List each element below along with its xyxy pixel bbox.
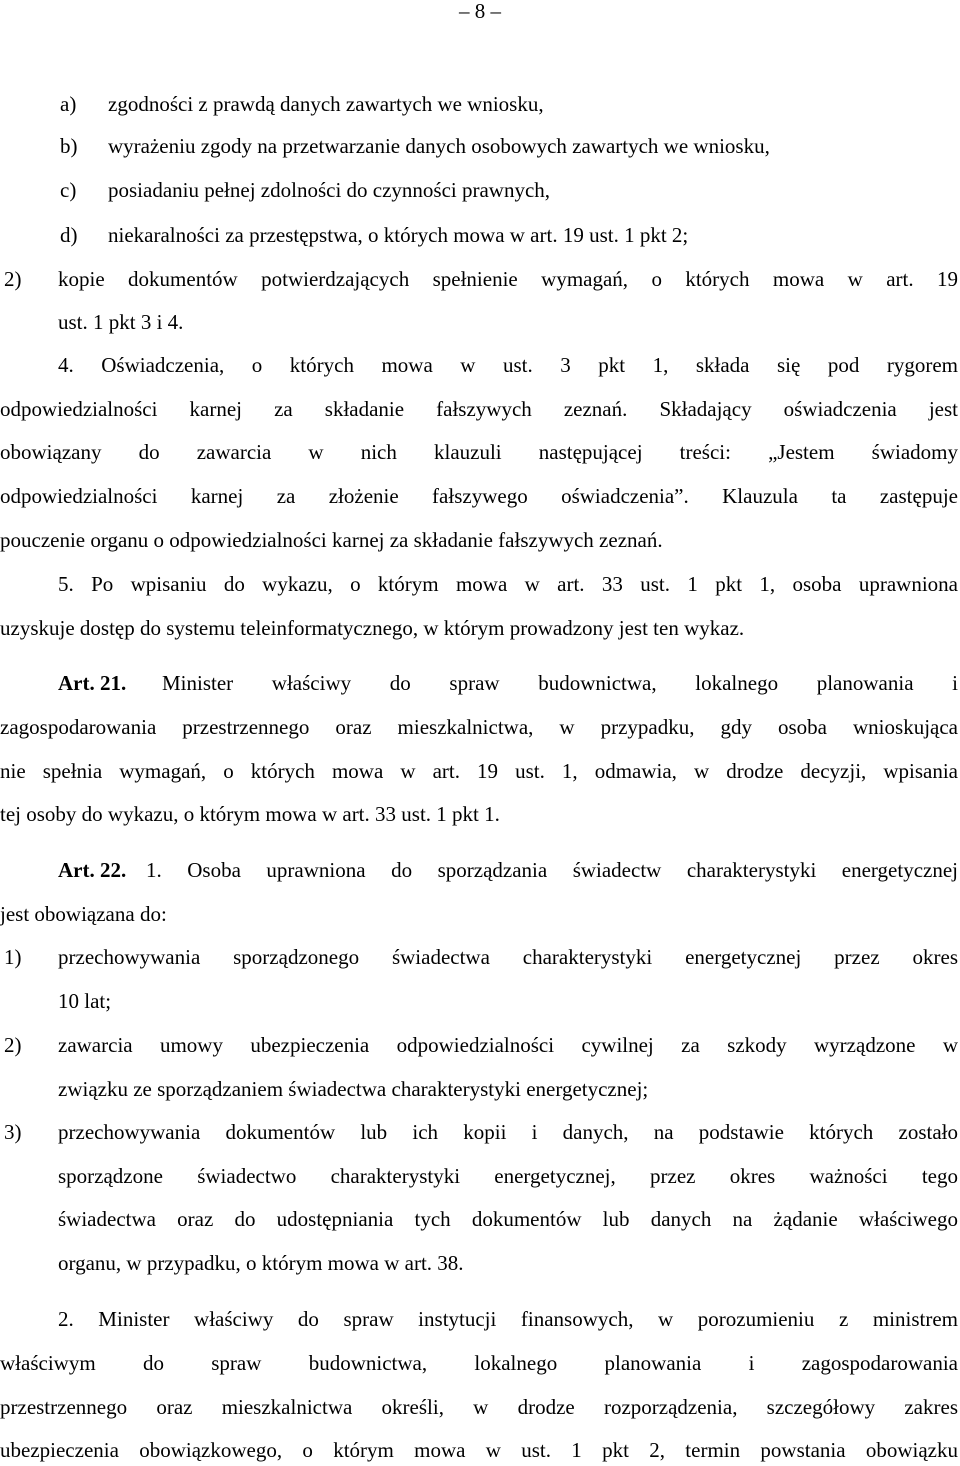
paragraph-line: ubezpieczenia obowiązkowego, o którym mowa w ust. 1 pkt 2, termin powstania obowiązku: [0, 1438, 958, 1462]
list-item-label: 2): [4, 267, 22, 291]
list-item-text: niekaralności za przestępstwa, o których mowa w art. 19 ust. 1 pkt 2;: [108, 223, 689, 247]
paragraph-line: odpowiedzialności karnej za składanie fałszywych zeznań. Składający oświadczenia jest: [0, 397, 958, 421]
paragraph-line: 4. Oświadczenia, o których mowa w ust. 3 pkt 1, składa się pod rygorem: [58, 353, 958, 377]
list-item-label: a): [60, 92, 77, 116]
page-number: – 8 –: [459, 0, 501, 23]
paragraph-line: nie spełnia wymagań, o których mowa w art. 19 ust. 1, odmawia, w drodze decyzji, wpisania: [0, 759, 958, 783]
list-item-text: świadectwa oraz do udostępniania tych dokumentów lub danych na żądanie właściwego: [58, 1207, 958, 1231]
list-item-label: 1): [4, 945, 22, 969]
list-item-text: związku ze sporządzaniem świadectwa charakterystyki energetycznej;: [58, 1077, 649, 1101]
list-item-text: zawarcia umowy ubezpieczenia odpowiedzialności cywilnej za szkody wyrządzone w: [58, 1033, 958, 1057]
article-heading: Art. 22.: [58, 858, 127, 882]
paragraph-line: Minister właściwy do spraw budownictwa, lokalnego planowania i: [162, 671, 958, 695]
list-item-label: b): [60, 134, 78, 158]
list-item-text: posiadaniu pełnej zdolności do czynności prawnych,: [108, 178, 551, 202]
paragraph-line: jest obowiązana do:: [0, 902, 167, 926]
paragraph-line: tej osoby do wykazu, o którym mowa w art. 33 ust. 1 pkt 1.: [0, 802, 500, 826]
list-item-text: wyrażeniu zgody na przetwarzanie danych osobowych zawartych we wniosku,: [108, 134, 770, 158]
paragraph-line: przestrzennego oraz mieszkalnictwa określi, w drodze rozporządzenia, szczegółowy zakres: [0, 1395, 958, 1419]
list-item-text: sporządzone świadectwo charakterystyki energetycznej, przez okres ważności tego: [58, 1164, 958, 1188]
paragraph-line: uzyskuje dostęp do systemu teleinformatycznego, w którym prowadzony jest ten wykaz.: [0, 616, 745, 640]
list-item-label: d): [60, 223, 78, 247]
paragraph-line: pouczenie organu o odpowiedzialności karnej za składanie fałszywych zeznań.: [0, 528, 663, 552]
paragraph-line: zagospodarowania przestrzennego oraz mieszkalnictwa, w przypadku, gdy osoba wnioskująca: [0, 715, 958, 739]
list-item-text: kopie dokumentów potwierdzających spełnienie wymagań, o których mowa w art. 19: [58, 267, 958, 291]
paragraph-line: 5. Po wpisaniu do wykazu, o którym mowa w art. 33 ust. 1 pkt 1, osoba uprawniona: [58, 572, 958, 596]
paragraph-line: odpowiedzialności karnej za złożenie fałszywego oświadczenia”. Klauzula ta zastępuje: [0, 484, 958, 508]
paragraph-line: 2. Minister właściwy do spraw instytucji finansowych, w porozumieniu z ministrem: [58, 1307, 958, 1331]
paragraph-line: 1. Osoba uprawniona do sporządzania świadectw charakterystyki energetycznej: [146, 858, 958, 882]
list-item-label: 2): [4, 1033, 22, 1057]
list-item-text: 10 lat;: [58, 989, 112, 1013]
paragraph-line: właściwym do spraw budownictwa, lokalnego planowania i zagospodarowania: [0, 1351, 958, 1375]
list-item-text: przechowywania dokumentów lub ich kopii i danych, na podstawie których zostało: [58, 1120, 958, 1144]
article-heading: Art. 21.: [58, 671, 127, 695]
list-item-label: 3): [4, 1120, 22, 1144]
list-item-text: przechowywania sporządzonego świadectwa charakterystyki energetycznej przez okres: [58, 945, 958, 969]
list-item-text: ust. 1 pkt 3 i 4.: [58, 310, 184, 334]
list-item-label: c): [60, 178, 77, 202]
list-item-text: organu, w przypadku, o którym mowa w art. 38.: [58, 1251, 464, 1275]
paragraph-line: obowiązany do zawarcia w nich klauzuli następującej treści: „Jestem świadomy: [0, 440, 958, 464]
list-item-text: zgodności z prawdą danych zawartych we wniosku,: [108, 92, 544, 116]
